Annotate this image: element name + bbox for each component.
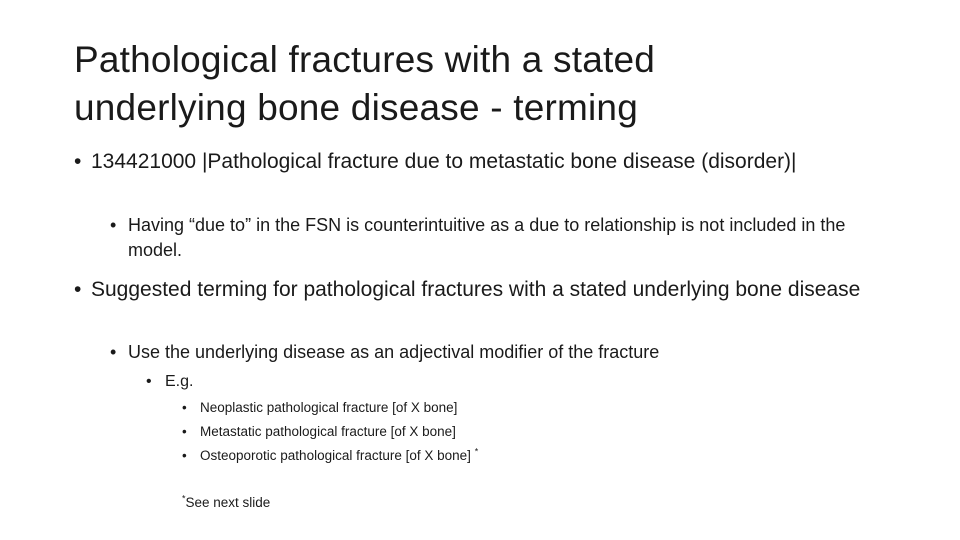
- example-item: [182, 420, 782, 444]
- bullet-text: Suggested terming for pathological fractures with a stated underlying bone disease: [91, 278, 861, 301]
- bullet-marker: •: [74, 278, 82, 301]
- slide-title: [74, 36, 894, 132]
- bullet-item: [74, 275, 894, 305]
- footnote-mark: *: [182, 493, 186, 504]
- slide-title-line-2: underlying bone disease - terming: [74, 87, 638, 128]
- bullet-marker: •: [74, 150, 82, 173]
- bullet-item: [74, 147, 894, 177]
- example-text-content: Osteoporotic pathological fracture [of X bone]: [200, 448, 471, 463]
- example-text: [200, 444, 782, 468]
- sub-bullet-item: [110, 340, 880, 365]
- sub-bullet-item: [110, 213, 880, 263]
- bullet-marker: •: [182, 424, 187, 439]
- slide-title-line-1: Pathological fractures with a stated: [74, 39, 656, 80]
- footnote-reference: *: [474, 446, 479, 457]
- footnote-text: See next slide: [185, 495, 271, 510]
- example-item: [182, 444, 782, 468]
- sub-bullet-text: Having “due to” in the FSN is counterintuitive as a due to relationship is not included in the model.: [128, 215, 846, 260]
- sub-sub-bullet-text: E.g.: [165, 373, 194, 390]
- example-item: [182, 396, 782, 420]
- bullet-marker: •: [182, 400, 187, 415]
- bullet-marker: •: [110, 342, 117, 362]
- bullet-marker: •: [110, 215, 117, 235]
- sub-bullet-text: Use the underlying disease as an adjectival modifier of the fracture: [128, 342, 660, 362]
- sub-sub-bullet-item: [146, 371, 746, 393]
- example-text: Neoplastic pathological fracture [of X bone]: [200, 400, 458, 415]
- bullet-marker: •: [182, 448, 187, 463]
- footnote: [182, 493, 270, 513]
- example-text: Metastatic pathological fracture [of X bone]: [200, 424, 456, 439]
- bullet-marker: •: [146, 373, 152, 390]
- bullet-text: 134421000 |Pathological fracture due to metastatic bone disease (disorder)|: [91, 150, 797, 173]
